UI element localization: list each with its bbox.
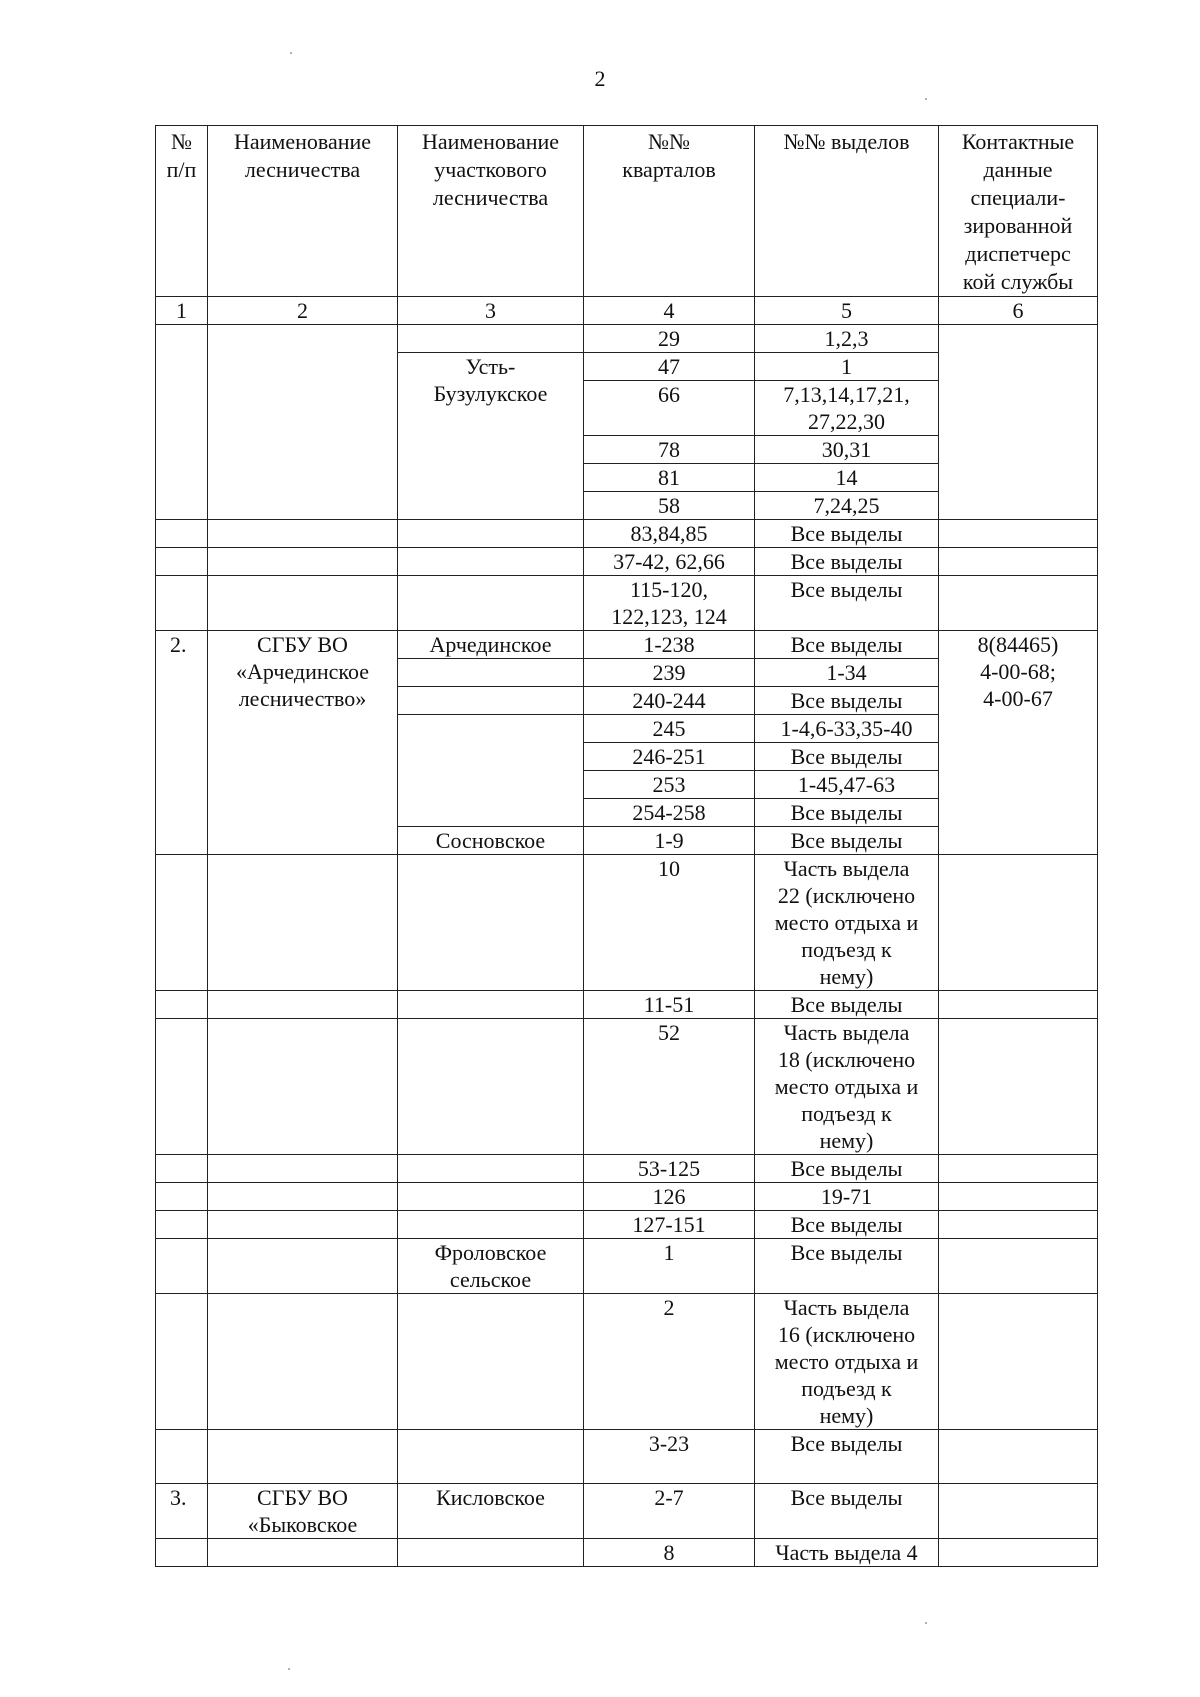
- row-number-cell: [156, 1239, 208, 1294]
- row-number-cell: 3.: [156, 1484, 208, 1539]
- plots-cell: 1-4,6-33,35-40: [755, 715, 939, 743]
- row-number-cell: 2.: [156, 631, 208, 855]
- quarters-cell: 78: [584, 436, 755, 464]
- row-number-cell: [156, 548, 208, 576]
- district-name-cell: Фроловское сельское: [398, 1239, 584, 1294]
- quarters-cell: 8: [584, 1539, 755, 1567]
- plots-cell: 30,31: [755, 436, 939, 464]
- quarters-cell: 53-125: [584, 1155, 755, 1183]
- plots-cell: Все выделы: [755, 520, 939, 548]
- table-row: [156, 1239, 1098, 1294]
- district-name-cell: [398, 687, 584, 715]
- header-district: Наименование участкового лесничества: [398, 126, 584, 297]
- quarters-cell: 1-238: [584, 631, 755, 659]
- quarters-cell: 10: [584, 855, 755, 991]
- quarters-cell: 3-23: [584, 1430, 755, 1484]
- district-name-cell: [398, 520, 584, 548]
- column-number: 6: [939, 297, 1098, 325]
- forestry-name-cell: [208, 855, 398, 991]
- forestry-name-cell: [208, 1430, 398, 1484]
- plots-cell: Часть выдела 18 (исключено место отдыха и подъезд к нему): [755, 1019, 939, 1155]
- forestry-name-cell: [208, 576, 398, 631]
- forestry-name-cell: СГБУ ВО «Быковское: [208, 1484, 398, 1539]
- quarters-cell: 1-9: [584, 827, 755, 855]
- forestry-name-cell: [208, 1155, 398, 1183]
- contact-cell: [939, 1155, 1098, 1183]
- table-row: [156, 1155, 1098, 1183]
- forestry-name-cell: [208, 1294, 398, 1430]
- plots-cell: 7,24,25: [755, 492, 939, 520]
- quarters-cell: 47: [584, 353, 755, 381]
- contact-cell: [939, 991, 1098, 1019]
- column-number: 5: [755, 297, 939, 325]
- plots-cell: Все выделы: [755, 1484, 939, 1539]
- forestry-table: [155, 125, 1098, 1567]
- row-number-cell: [156, 1019, 208, 1155]
- column-number-row: [156, 297, 1098, 325]
- header-forestry: Наименование лесничества: [208, 126, 398, 297]
- quarters-cell: 66: [584, 381, 755, 436]
- scan-speck: [925, 98, 927, 100]
- row-number-cell: [156, 1430, 208, 1484]
- district-name-cell: Арчединское: [398, 631, 584, 659]
- table-row: [156, 991, 1098, 1019]
- forestry-name-cell: [208, 325, 398, 520]
- header-contacts: Контактные данные специали- зированной диспетчерс кой службы: [939, 126, 1098, 297]
- plots-cell: Все выделы: [755, 1211, 939, 1239]
- district-name-cell: [398, 715, 584, 827]
- row-number-cell: [156, 1539, 208, 1567]
- header-quarters: №№ кварталов: [584, 126, 755, 297]
- row-number-cell: [156, 1294, 208, 1430]
- district-name-cell: [398, 1211, 584, 1239]
- table-row: [156, 1294, 1098, 1430]
- table-row: [156, 855, 1098, 991]
- plots-cell: Все выделы: [755, 687, 939, 715]
- quarters-cell: 58: [584, 492, 755, 520]
- table-row: [156, 1484, 1098, 1539]
- plots-cell: 1-45,47-63: [755, 771, 939, 799]
- quarters-cell: 126: [584, 1183, 755, 1211]
- quarters-cell: 240-244: [584, 687, 755, 715]
- row-number-cell: [156, 520, 208, 548]
- plots-cell: Все выделы: [755, 1239, 939, 1294]
- district-name-cell: [398, 659, 584, 687]
- district-name-cell: [398, 991, 584, 1019]
- page-number: 2: [594, 66, 606, 91]
- column-number: 2: [208, 297, 398, 325]
- column-number: 3: [398, 297, 584, 325]
- forestry-name-cell: [208, 1211, 398, 1239]
- row-number-cell: [156, 855, 208, 991]
- column-number: 4: [584, 297, 755, 325]
- plots-cell: 19-71: [755, 1183, 939, 1211]
- quarters-cell: 11-51: [584, 991, 755, 1019]
- quarters-cell: 52: [584, 1019, 755, 1155]
- scan-speck: [290, 52, 292, 54]
- forestry-name-cell: [208, 1539, 398, 1567]
- table-row: [156, 548, 1098, 576]
- contact-cell: [939, 520, 1098, 548]
- quarters-cell: 239: [584, 659, 755, 687]
- table-row: [156, 1019, 1098, 1155]
- plots-cell: 1-34: [755, 659, 939, 687]
- plots-cell: Все выделы: [755, 743, 939, 771]
- row-number-cell: [156, 325, 208, 520]
- row-number-cell: [156, 1155, 208, 1183]
- contact-cell: [939, 325, 1098, 520]
- plots-cell: 7,13,14,17,21, 27,22,30: [755, 381, 939, 436]
- plots-cell: Часть выдела 22 (исключено место отдыха и подъезд к нему): [755, 855, 939, 991]
- contact-cell: [939, 1183, 1098, 1211]
- quarters-cell: 253: [584, 771, 755, 799]
- plots-cell: Часть выдела 16 (исключено место отдыха и подъезд к нему): [755, 1294, 939, 1430]
- table-row: [156, 520, 1098, 548]
- forestry-name-cell: [208, 1239, 398, 1294]
- contact-cell: [939, 1019, 1098, 1155]
- quarters-cell: 2-7: [584, 1484, 755, 1539]
- district-name-cell: [398, 1155, 584, 1183]
- row-number-cell: [156, 991, 208, 1019]
- district-name-cell: Усть- Бузулукское: [398, 353, 584, 520]
- table-row: [156, 1183, 1098, 1211]
- plots-cell: 1: [755, 353, 939, 381]
- plots-cell: Все выделы: [755, 1430, 939, 1484]
- forestry-name-cell: [208, 520, 398, 548]
- quarters-cell: 83,84,85: [584, 520, 755, 548]
- table-row: [156, 576, 1098, 631]
- header-number: № п/п: [156, 126, 208, 297]
- scan-speck: [288, 1668, 290, 1670]
- forestry-name-cell: [208, 548, 398, 576]
- district-name-cell: [398, 576, 584, 631]
- quarters-cell: 81: [584, 464, 755, 492]
- contact-cell: [939, 1211, 1098, 1239]
- district-name-cell: [398, 548, 584, 576]
- quarters-cell: 127-151: [584, 1211, 755, 1239]
- scan-speck: [925, 1622, 927, 1624]
- district-name-cell: [398, 1294, 584, 1430]
- plots-cell: 1,2,3: [755, 325, 939, 353]
- plots-cell: Все выделы: [755, 631, 939, 659]
- contact-cell: [939, 1294, 1098, 1430]
- quarters-cell: 29: [584, 325, 755, 353]
- forestry-name-cell: [208, 991, 398, 1019]
- plots-cell: Все выделы: [755, 548, 939, 576]
- quarters-cell: 254-258: [584, 799, 755, 827]
- contact-cell: [939, 1484, 1098, 1539]
- plots-cell: 14: [755, 464, 939, 492]
- contact-cell: [939, 1539, 1098, 1567]
- table-header-row: [156, 126, 1098, 297]
- forestry-name-cell: [208, 1019, 398, 1155]
- district-name-cell: [398, 855, 584, 991]
- forestry-name-cell: СГБУ ВО «Арчединское лесничество»: [208, 631, 398, 855]
- district-name-cell: Сосновское: [398, 827, 584, 855]
- quarters-cell: 115-120, 122,123, 124: [584, 576, 755, 631]
- district-name-cell: [398, 1019, 584, 1155]
- table-row: [156, 1539, 1098, 1567]
- plots-cell: Все выделы: [755, 799, 939, 827]
- contact-cell: [939, 1239, 1098, 1294]
- table-row: [156, 1211, 1098, 1239]
- quarters-cell: 1: [584, 1239, 755, 1294]
- table-row: [156, 631, 1098, 659]
- contact-cell: 8(84465) 4-00-68; 4-00-67: [939, 631, 1098, 855]
- contact-cell: [939, 548, 1098, 576]
- district-name-cell: [398, 1539, 584, 1567]
- row-number-cell: [156, 576, 208, 631]
- row-number-cell: [156, 1211, 208, 1239]
- header-plots: №№ выделов: [755, 126, 939, 297]
- district-name-cell: Кисловское: [398, 1484, 584, 1539]
- plots-cell: Все выделы: [755, 827, 939, 855]
- quarters-cell: 37-42, 62,66: [584, 548, 755, 576]
- forestry-name-cell: [208, 1183, 398, 1211]
- table-row: [156, 325, 1098, 353]
- contact-cell: [939, 576, 1098, 631]
- column-number: 1: [156, 297, 208, 325]
- quarters-cell: 245: [584, 715, 755, 743]
- table-row: [156, 1430, 1098, 1484]
- district-name-cell: [398, 325, 584, 353]
- district-name-cell: [398, 1430, 584, 1484]
- quarters-cell: 246-251: [584, 743, 755, 771]
- contact-cell: [939, 855, 1098, 991]
- plots-cell: Все выделы: [755, 576, 939, 631]
- plots-cell: Все выделы: [755, 1155, 939, 1183]
- plots-cell: Часть выдела 4: [755, 1539, 939, 1567]
- row-number-cell: [156, 1183, 208, 1211]
- district-name-cell: [398, 1183, 584, 1211]
- plots-cell: Все выделы: [755, 991, 939, 1019]
- contact-cell: [939, 1430, 1098, 1484]
- quarters-cell: 2: [584, 1294, 755, 1430]
